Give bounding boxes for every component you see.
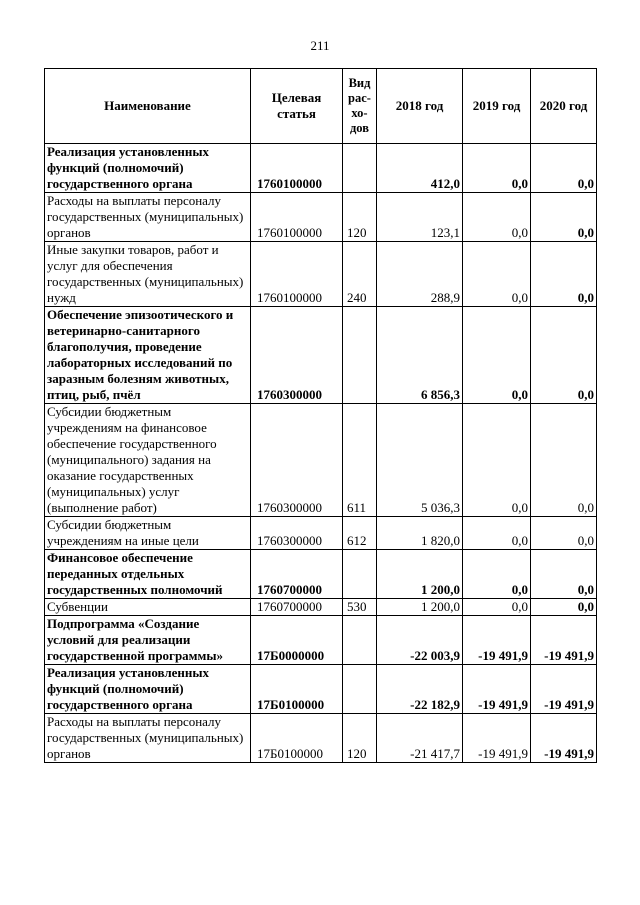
row-2019: 0,0 (463, 599, 531, 616)
header-vid: Вид рас-хо-дов (343, 69, 377, 144)
row-vid: 120 (343, 714, 377, 763)
header-row (45, 69, 597, 144)
row-code: 17Б0100000 (251, 714, 343, 763)
table-row (45, 517, 597, 550)
row-vid: 240 (343, 242, 377, 307)
row-2018: -21 417,7 (377, 714, 463, 763)
row-2019: 0,0 (463, 193, 531, 242)
row-name: Субсидии бюджетным учреждениям на иные цели (45, 517, 251, 550)
table-row (45, 307, 597, 404)
row-2019: -19 491,9 (463, 714, 531, 763)
row-vid (343, 307, 377, 404)
row-2018: 1 820,0 (377, 517, 463, 550)
row-code: 1760700000 (251, 599, 343, 616)
table-row (45, 144, 597, 193)
row-name: Подпрограмма «Создание условий для реализации государственной программы» (45, 616, 251, 665)
row-code: 1760300000 (251, 307, 343, 404)
row-vid: 611 (343, 404, 377, 517)
row-2019: 0,0 (463, 307, 531, 404)
table-row (45, 193, 597, 242)
page-number: 211 (310, 38, 330, 53)
row-2019: 0,0 (463, 242, 531, 307)
row-code: 1760100000 (251, 144, 343, 193)
row-2020: 0,0 (531, 404, 597, 517)
row-vid: 612 (343, 517, 377, 550)
row-code: 1760100000 (251, 242, 343, 307)
row-2018: -22 182,9 (377, 665, 463, 714)
row-2020: 0,0 (531, 599, 597, 616)
row-2019: -19 491,9 (463, 665, 531, 714)
row-2020: -19 491,9 (531, 616, 597, 665)
row-name: Субвенции (45, 599, 251, 616)
table-row (45, 550, 597, 599)
row-name: Финансовое обеспечение переданных отдельных государственных полномочий (45, 550, 251, 599)
row-name: Расходы на выплаты персоналу государственных (муниципальных) органов (45, 714, 251, 763)
row-name: Расходы на выплаты персоналу государственных (муниципальных) органов (45, 193, 251, 242)
row-vid: 120 (343, 193, 377, 242)
row-code: 1760100000 (251, 193, 343, 242)
row-vid (343, 616, 377, 665)
row-code: 1760300000 (251, 517, 343, 550)
row-name: Субсидии бюджетным учреждениям на финансовое обеспечение государственного (муниципального) задания на оказание государственных (муниципальных) услуг (выполнение работ) (45, 404, 251, 517)
row-2018: -22 003,9 (377, 616, 463, 665)
row-2019: 0,0 (463, 517, 531, 550)
budget-table (44, 68, 597, 763)
row-2020: 0,0 (531, 550, 597, 599)
row-2020: -19 491,9 (531, 665, 597, 714)
row-2020: 0,0 (531, 307, 597, 404)
table-row (45, 242, 597, 307)
row-2018: 123,1 (377, 193, 463, 242)
header-2019: 2019 год (463, 69, 531, 144)
header-2020: 2020 год (531, 69, 597, 144)
row-2020: 0,0 (531, 144, 597, 193)
header-code: Целевая статья (251, 69, 343, 144)
header-name: Наименование (45, 69, 251, 144)
row-name: Реализация установленных функций (полномочий) государственного органа (45, 144, 251, 193)
row-name: Иные закупки товаров, работ и услуг для обеспечения государственных (муниципальных) нужд (45, 242, 251, 307)
table-row (45, 714, 597, 763)
row-2020: 0,0 (531, 193, 597, 242)
row-2018: 1 200,0 (377, 550, 463, 599)
row-2018: 6 856,3 (377, 307, 463, 404)
row-vid (343, 665, 377, 714)
row-2019: 0,0 (463, 144, 531, 193)
row-name: Обеспечение эпизоотического и ветеринарно-санитарного благополучия, проведение лабораторных исследований по заразным болезням животных, птиц, рыб, пчёл (45, 307, 251, 404)
row-vid: 530 (343, 599, 377, 616)
row-code: 17Б0000000 (251, 616, 343, 665)
row-2019: -19 491,9 (463, 616, 531, 665)
row-code: 1760700000 (251, 550, 343, 599)
table-row (45, 665, 597, 714)
row-vid (343, 144, 377, 193)
row-code: 17Б0100000 (251, 665, 343, 714)
row-2018: 5 036,3 (377, 404, 463, 517)
row-code: 1760300000 (251, 404, 343, 517)
row-2019: 0,0 (463, 550, 531, 599)
row-2019: 0,0 (463, 404, 531, 517)
row-vid (343, 550, 377, 599)
table-row (45, 599, 597, 616)
table-row (45, 404, 597, 517)
row-2020: 0,0 (531, 242, 597, 307)
row-2020: -19 491,9 (531, 714, 597, 763)
row-2018: 412,0 (377, 144, 463, 193)
row-name: Реализация установленных функций (полномочий) государственного органа (45, 665, 251, 714)
row-2020: 0,0 (531, 517, 597, 550)
table-row (45, 616, 597, 665)
header-2018: 2018 год (377, 69, 463, 144)
row-2018: 1 200,0 (377, 599, 463, 616)
row-2018: 288,9 (377, 242, 463, 307)
